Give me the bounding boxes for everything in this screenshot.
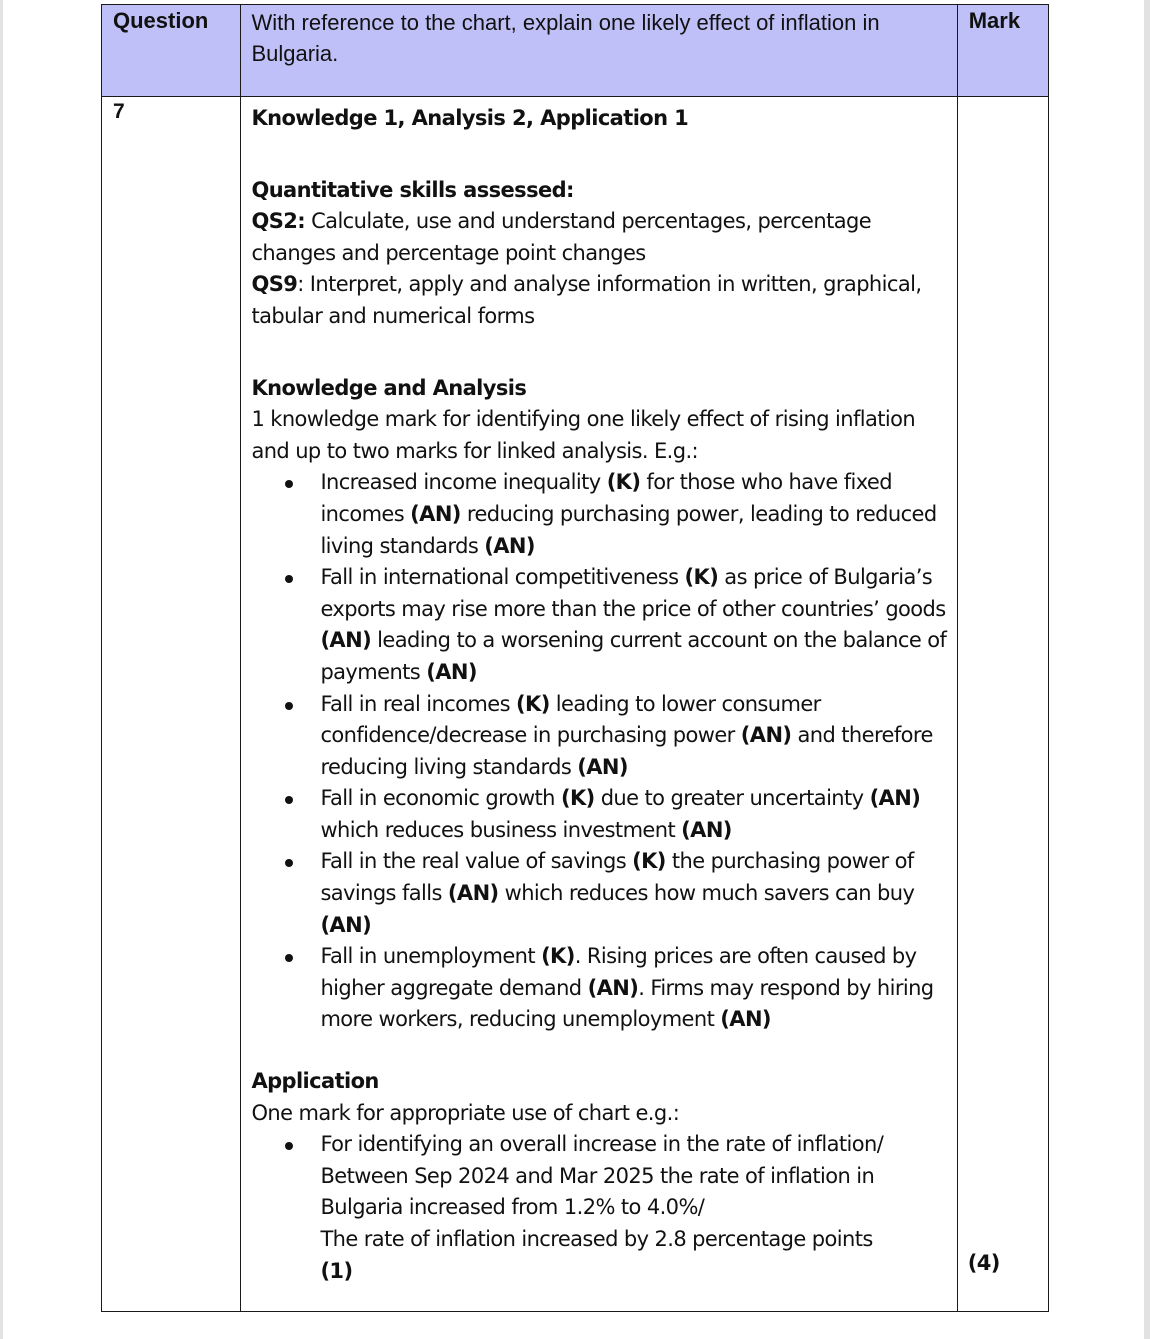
question-column-label: Question — [113, 8, 209, 33]
mark-code: (AN) — [426, 659, 477, 684]
header-question-text-cell — [241, 5, 957, 97]
bullet-text: Fall in the real value of savings — [320, 849, 633, 874]
mark-code: (K) — [541, 944, 575, 969]
qs2-code: QS2: — [251, 209, 306, 234]
bullet-text: . Rising prices are often caused by higher aggregate demand — [320, 944, 917, 1000]
bullet-text: due to greater uncertainty — [594, 786, 870, 811]
mark-code: (AN) — [320, 628, 372, 653]
mark-column-label: Mark — [968, 8, 1021, 33]
page-edge-right — [1144, 0, 1150, 1339]
mark-scheme-table — [101, 4, 1049, 1312]
mark-total: (4) — [967, 1251, 1000, 1276]
bullet-text: as price of Bulgaria’s exports may rise more than the price of other countries’ goods — [320, 565, 946, 621]
application-line-1: For identifying an overall increase in the rate of inflation/ — [320, 1132, 884, 1157]
bullet-text: which reduces business investment — [320, 817, 682, 842]
bullet-text: for those who have fixed incomes — [320, 470, 892, 526]
mark-code: (K) — [684, 565, 719, 590]
knowledge-analysis-bullet — [320, 941, 948, 1036]
mark-code: (AN) — [577, 754, 628, 779]
bullet-text: the purchasing power of savings falls — [320, 849, 914, 906]
mark-code: (AN) — [410, 501, 461, 526]
mark-split: Knowledge 1, Analysis 2, Application 1 — [251, 106, 689, 130]
bullet-text: reducing purchasing power, leading to reduced living standards — [320, 501, 937, 558]
bullet-text: Fall in economic growth — [320, 786, 561, 811]
mark-code: (K) — [560, 786, 595, 811]
mark-code: (AN) — [681, 817, 732, 842]
qs9-code: QS9 — [251, 272, 298, 297]
mark-code: (K) — [606, 470, 641, 495]
question-number-cell — [102, 97, 241, 1312]
quant-skill-qs2 — [251, 206, 948, 269]
knowledge-analysis-bullet — [320, 783, 948, 846]
qs2-text: Calculate, use and understand percentages, percentage changes and percentage point changes — [251, 209, 872, 265]
application-bullet — [320, 1129, 948, 1287]
knowledge-analysis-intro: 1 knowledge mark for identifying one likely effect of rising inflation and up to two marks for linked analysis. E.g.: — [251, 407, 916, 463]
mark-code: (AN) — [587, 975, 639, 1000]
bullet-text: which reduces how much savers can buy — [498, 881, 915, 906]
application-list — [251, 1129, 948, 1287]
application-bullet-mark: (1) — [320, 1258, 353, 1283]
application-intro: One mark for appropriate use of chart e.g.: — [251, 1100, 680, 1125]
qs9-text: : Interpret, apply and analyse information in written, graphical, tabular and numerical forms — [251, 272, 922, 328]
question-prompt: With reference to the chart, explain one likely effect of inflation in Bulgaria. — [251, 10, 880, 66]
knowledge-analysis-bullet — [320, 846, 948, 941]
header-mark-cell — [957, 5, 1048, 97]
application-line-2: Between Sep 2024 and Mar 2025 the rate of inflation in Bulgaria increased from 1.2% to 4.0%/ — [320, 1163, 875, 1220]
bullet-text: . Firms may respond by hiring more workers, reducing unemployment — [320, 975, 934, 1032]
header-row — [102, 5, 1049, 97]
bullet-text: Increased income inequality — [320, 470, 607, 495]
mark-code: (K) — [516, 691, 550, 716]
guidance-cell — [241, 97, 957, 1312]
bullet-text: Fall in real incomes — [320, 691, 517, 716]
mark-code: (AN) — [869, 786, 921, 811]
knowledge-analysis-title: Knowledge and Analysis — [251, 375, 527, 400]
knowledge-analysis-bullet — [320, 562, 948, 688]
mark-code: (AN) — [320, 912, 372, 937]
mark-code: (AN) — [720, 1007, 771, 1032]
quant-skill-qs9 — [251, 269, 948, 332]
knowledge-analysis-bullet — [320, 689, 948, 784]
answer-row — [102, 97, 1049, 1312]
application-line-3: The rate of inflation increased by 2.8 percentage points — [320, 1227, 873, 1251]
bullet-text: Fall in unemployment — [320, 944, 542, 969]
bullet-text: leading to a worsening current account on the balance of payments — [320, 628, 947, 684]
bullet-text: and therefore reducing living standards — [320, 723, 933, 779]
mark-code: (AN) — [484, 533, 535, 558]
mark-code: (AN) — [740, 723, 792, 748]
knowledge-analysis-list — [251, 467, 948, 1036]
mark-code: (K) — [632, 849, 666, 874]
quant-skills-title: Quantitative skills assessed: — [251, 177, 574, 202]
knowledge-analysis-bullet — [320, 467, 948, 562]
application-title: Application — [251, 1069, 379, 1094]
question-number: 7 — [113, 100, 125, 123]
guidance-content — [241, 97, 956, 1311]
page-edge-left — [0, 0, 3, 1339]
bullet-text: leading to lower consumer confidence/decrease in purchasing power — [320, 691, 821, 748]
mark-cell — [957, 97, 1048, 1312]
bullet-text: Fall in international competitiveness — [320, 565, 685, 590]
header-question-cell — [102, 5, 241, 97]
mark-code: (AN) — [447, 881, 499, 906]
